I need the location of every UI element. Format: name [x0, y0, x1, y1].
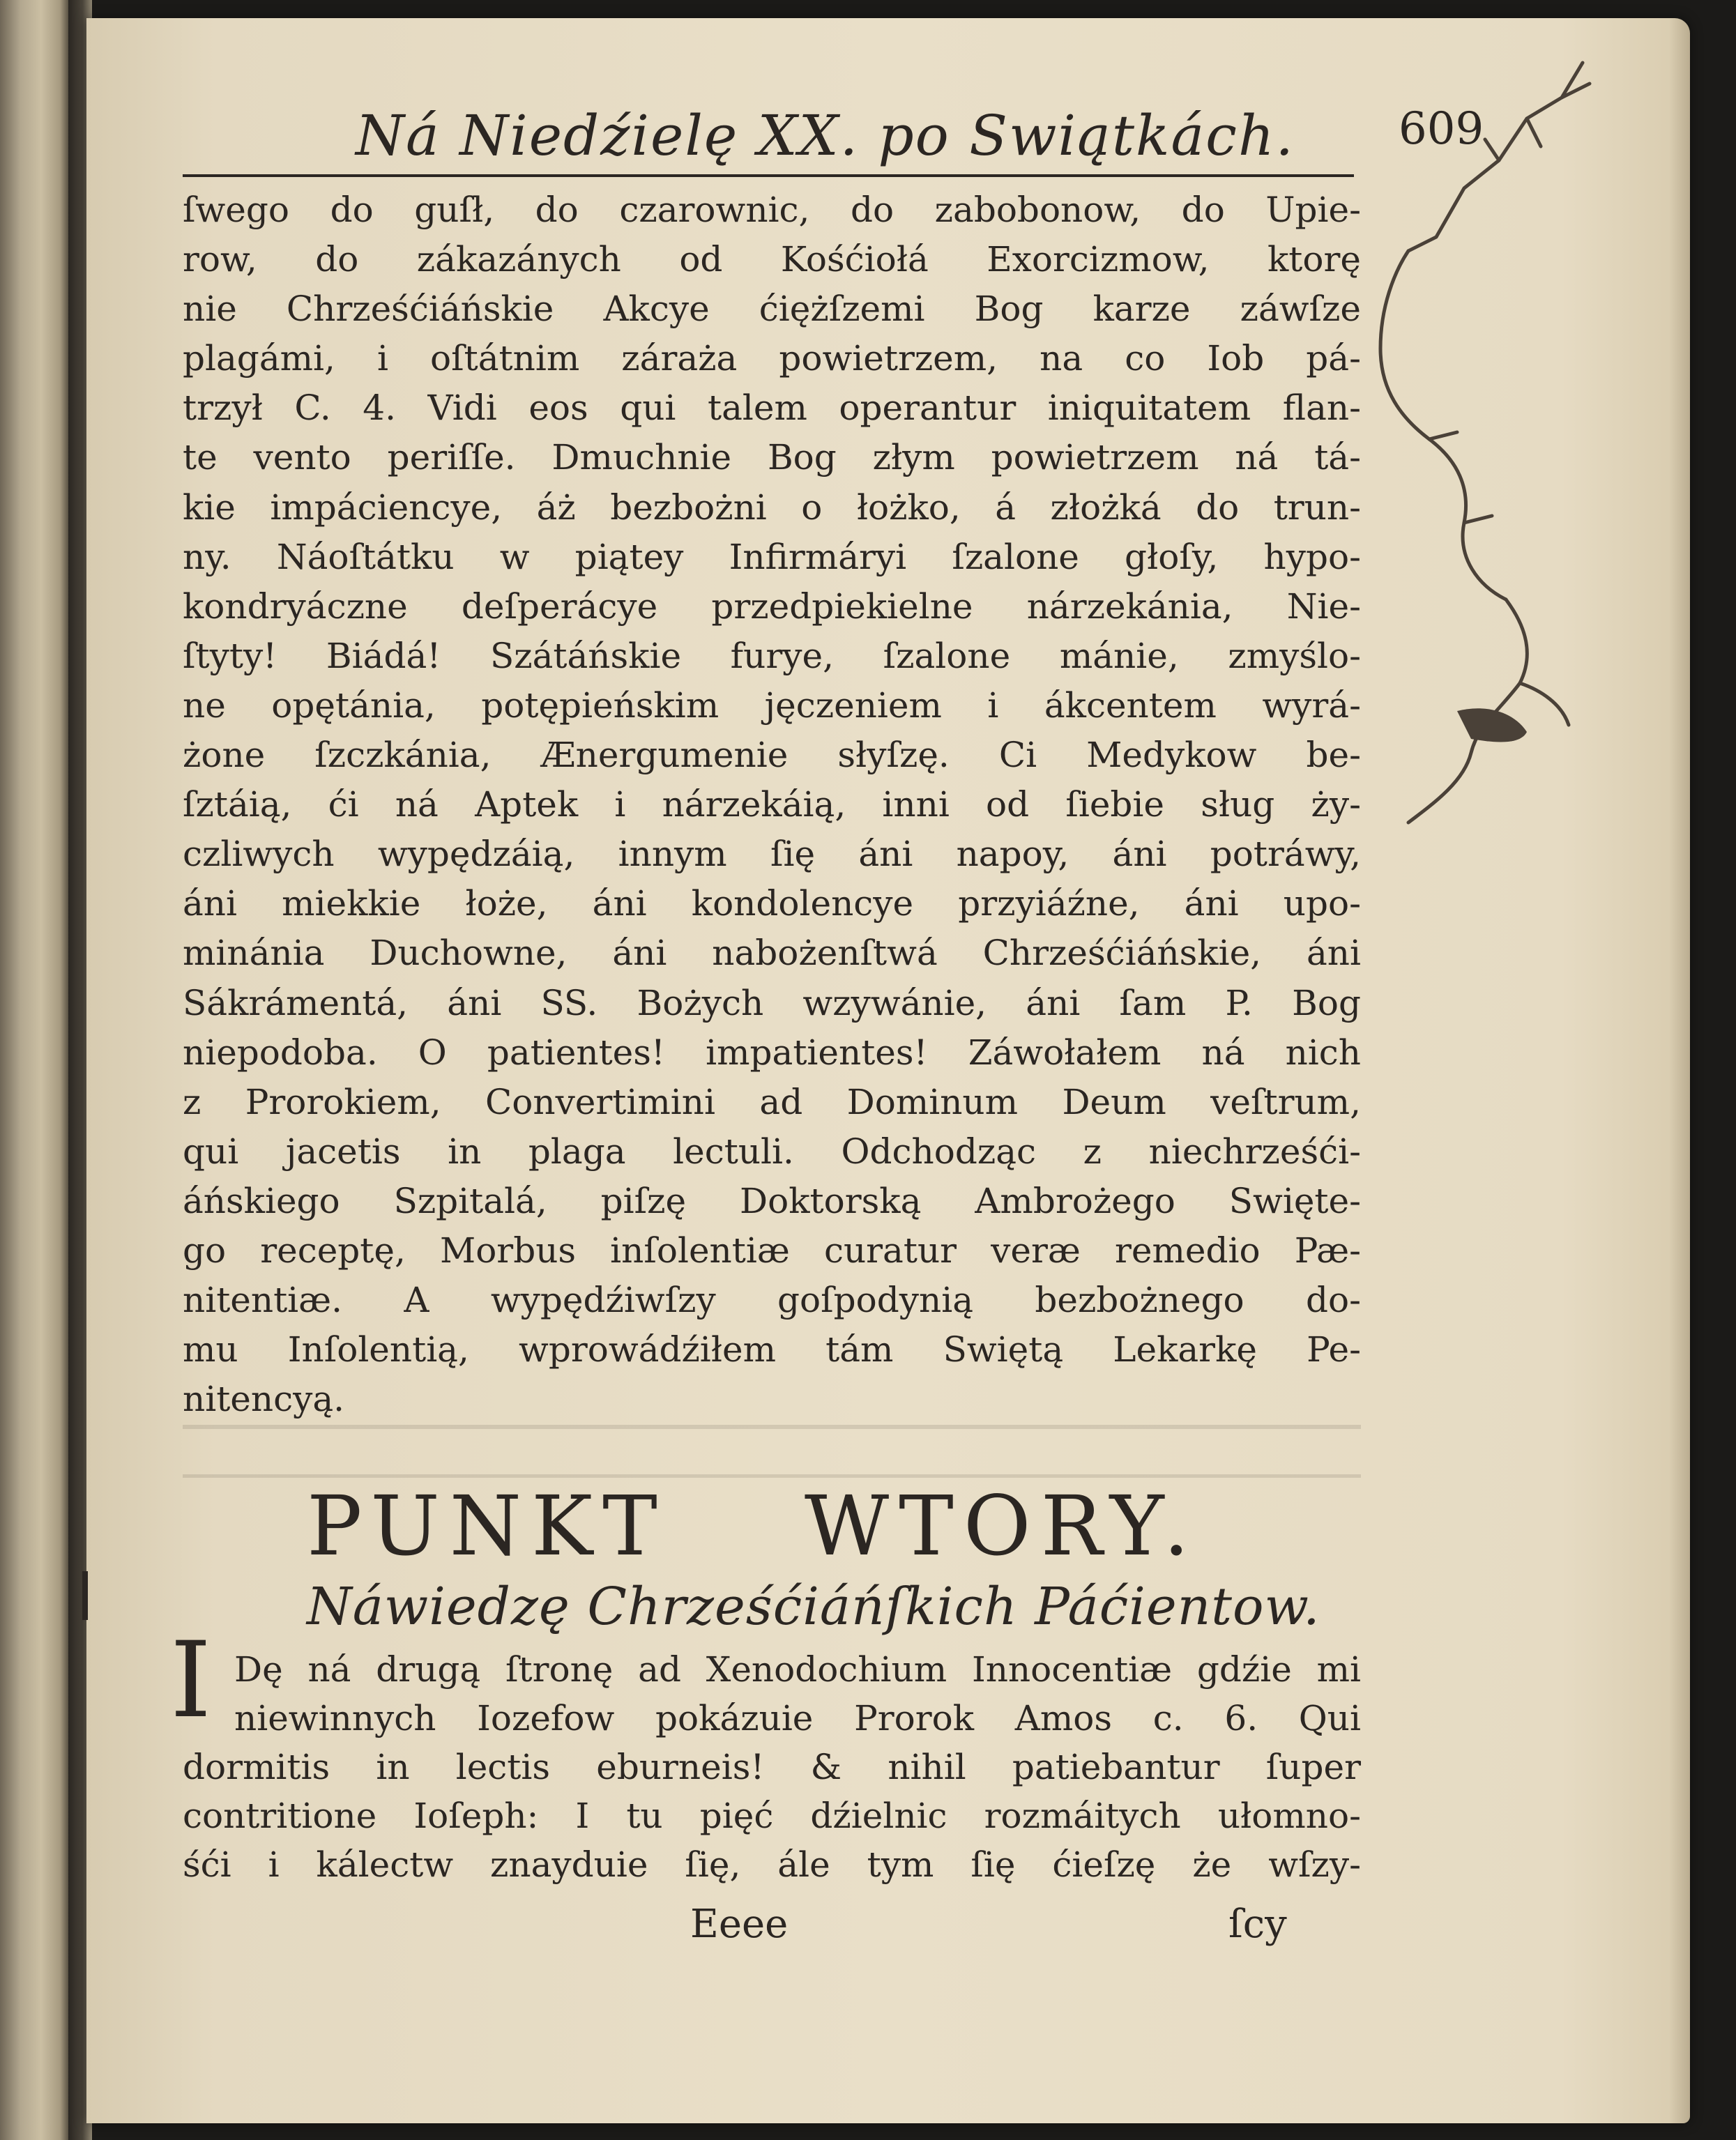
text-line: ſtyty! Biádá! Szátáńskie furye, ſzalone mánie, zmyślo-	[183, 635, 1361, 676]
signature-mark: Eeee	[690, 1902, 789, 1947]
text-line: ſztáią, ći ná Aptek i nárzekáią, inni od ſiebie sług ży-	[183, 784, 1361, 825]
text-line: ny. Náoſtátku w piątey Infirmáryi ſzalone głoſy, hypo-	[183, 536, 1361, 577]
drop-cap: I	[170, 1620, 212, 1741]
text-line: Dę ná drugą ſtronę ad Xenodochium Innocentiæ gdźie mi	[234, 1649, 1361, 1690]
text-line: row, do zákazánych od Kośćiołá Exorcizmow, ktorę	[183, 239, 1361, 280]
section-subtitle: Náwiedzę Chrześćiáńſkich Páćientow.	[307, 1577, 1320, 1637]
text-line: te vento periſſe. Dmuchnie Bog złym powietrzem ná tá-	[183, 437, 1361, 478]
text-line: kie impáciencye, áż bezbożni o łożko, á złożká do trun-	[183, 487, 1361, 528]
text-line: qui jacetis in plaga lectuli. Odchodząc z niechrześći-	[183, 1131, 1361, 1172]
text-line: żone ſzczkánia, Ænergumenie słyſzę. Ci Medykow be-	[183, 735, 1361, 776]
page-number: 609	[1399, 103, 1484, 155]
catchword: ſcy	[1228, 1902, 1287, 1947]
marginal-ink-sketch	[1353, 42, 1617, 850]
text-line: z Prorokiem, Convertimini ad Dominum Deum veſtrum,	[183, 1081, 1361, 1122]
text-line: nie Chrześćiáńskie Akcye ćiężſzemi Bog karze záwſze	[183, 289, 1361, 330]
text-line: Sákrámentá, áni SS. Bożych wzywánie, áni ſam P. Bog	[183, 982, 1361, 1023]
paragraph-1	[183, 185, 1361, 1424]
paragraph-2	[183, 1645, 1361, 1889]
text-line: kondryáczne deſperácye przedpiekielne nárzekánia, Nie-	[183, 586, 1361, 627]
text-line: ſwego do guſł, do czarownic, do zabobonow, do Upie-	[183, 190, 1361, 230]
text-line: niewinnych Iozefow pokázuie Prorok Amos c. 6. Qui	[234, 1698, 1361, 1738]
text-line: go receptę, Morbus inſolentiæ curatur veræ remedio Pæ-	[183, 1230, 1361, 1271]
head-rule	[183, 174, 1354, 177]
running-head: Ná Niedźielę XX. po Swiątkách.	[356, 103, 1295, 168]
text-line: nitentiæ. A wypędźiwſzy goſpodynią bezbożnego do-	[183, 1280, 1361, 1321]
text-line: mu Inſolentią, wprowádźiłem tám Swiętą Lekarkę Pe-	[183, 1329, 1361, 1370]
text-line: áńskiego Szpitalá, piſzę Doktorską Ambrożego Swięte-	[183, 1180, 1361, 1221]
show-through-text	[183, 1394, 1361, 1478]
text-line: czliwych wypędzáią, innym ſię áni napoy, áni potráwy,	[183, 834, 1361, 875]
text-line: trzył C. 4. Vidi eos qui talem operantur iniquitatem flan-	[183, 388, 1361, 429]
text-line: áni miekkie łoże, áni kondolencye przyiáźne, áni upo-	[183, 883, 1361, 924]
text-line: niepodoba. O patientes! impatientes! Záwołałem ná nich	[183, 1032, 1361, 1073]
facing-page-edge	[0, 0, 68, 2140]
section-title: PUNKT WTORY.	[307, 1478, 1199, 1574]
text-line: plagámi, i oſtátnim záraża powietrzem, na co Iob pá-	[183, 338, 1361, 379]
text-line: contritione Ioſeph: I tu pięć dźielnic rozmáitych ułomno-	[183, 1796, 1361, 1836]
text-line: śći i kálectw znayduie ſię, ále tym ſię ćieſzę że wſzy-	[183, 1844, 1361, 1885]
text-line: nitencyą.	[183, 1379, 345, 1420]
text-line: ne opętánia, potępieńskim jęczeniem i ákcentem wyrá-	[183, 685, 1361, 726]
text-line: dormitis in lectis eburneis! & nihil patiebantur ſuper	[183, 1747, 1361, 1787]
margin-mark	[82, 1571, 88, 1620]
text-line: minánia Duchowne, áni nabożenſtwá Chrześćiáńskie, áni	[183, 933, 1361, 974]
